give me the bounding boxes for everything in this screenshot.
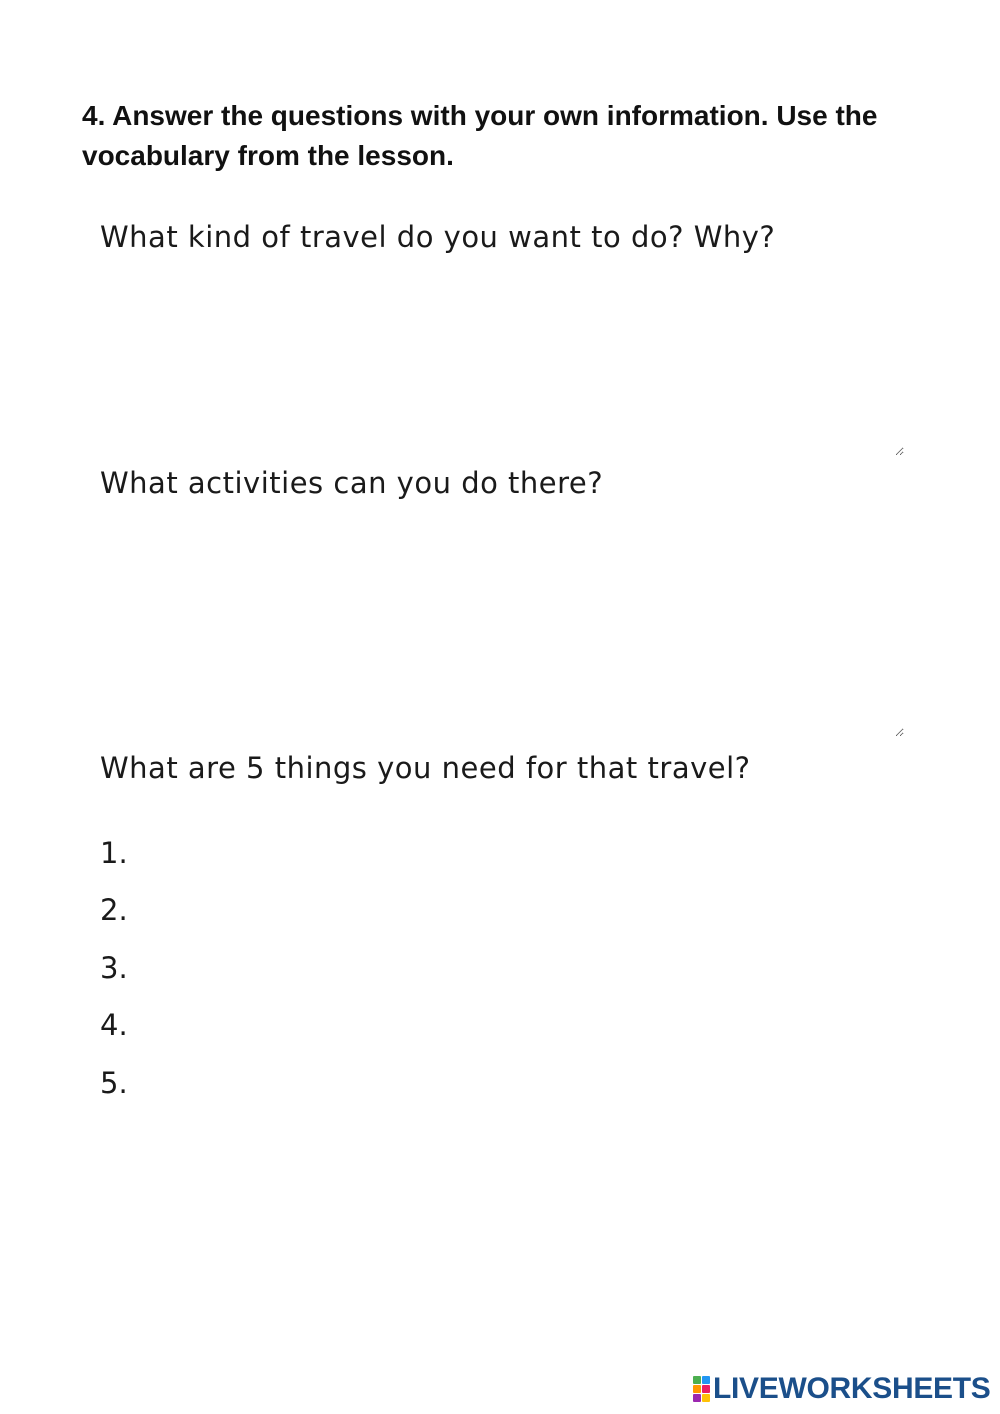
instruction-heading: 4. Answer the questions with your own information. Use the vocabulary from the lesson. (82, 100, 878, 171)
logo-block (702, 1385, 710, 1393)
list-number-3: 3. (100, 951, 128, 985)
answer-item-1-field[interactable] (140, 833, 844, 875)
logo-block (693, 1385, 701, 1393)
question-five-things: What are 5 things you need for that travel? (100, 751, 751, 785)
brand-name: LIVEWORKSHEETS (713, 1372, 991, 1405)
list-number-5: 5. (100, 1066, 128, 1100)
liveworksheets-brand (693, 1372, 991, 1406)
logo-block (702, 1376, 710, 1384)
answer-item-3-field[interactable] (140, 948, 844, 990)
question-activities: What activities can you do there? (100, 466, 604, 500)
answer-activities-field[interactable] (100, 508, 904, 737)
list-number-1: 1. (100, 836, 128, 870)
list-number-4: 4. (100, 1008, 128, 1042)
answer-item-2-field[interactable] (140, 890, 844, 932)
answer-item-5-field[interactable] (140, 1063, 844, 1105)
answer-item-4-field[interactable] (140, 1005, 844, 1047)
answer-travel-kind-field[interactable] (100, 262, 904, 456)
list-number-2: 2. (100, 893, 128, 927)
logo-block (693, 1376, 701, 1384)
liveworksheets-logo-icon (693, 1376, 710, 1402)
question-travel-kind: What kind of travel do you want to do? Why? (100, 220, 776, 254)
logo-block (702, 1394, 710, 1402)
logo-block (693, 1394, 701, 1402)
